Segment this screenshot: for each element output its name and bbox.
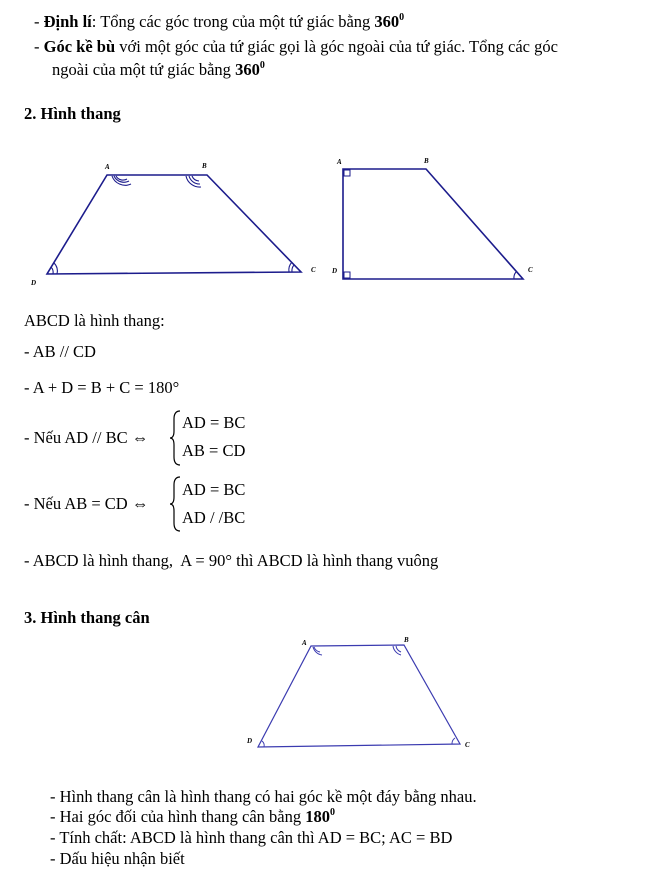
isosceles-definition: - Hình thang cân là hình thang có hai góc kề một đáy bằng nhau. [50, 787, 477, 806]
angle-sum-statement: - A + D = B + C = 180° [24, 378, 180, 397]
right-angle-condition: A = 90° [180, 551, 232, 570]
vertex-label-a: A [105, 163, 110, 171]
vertex-label-c: C [528, 266, 533, 274]
theorem-text: : Tổng các góc trong của một tứ giác bằng [91, 12, 375, 31]
theorem-label: Định lí [43, 12, 92, 31]
exterior-value: $360^0$ [235, 60, 265, 79]
opposite-angles-value: $180^0$ [305, 807, 335, 826]
section-2-heading: 2. Hình thang [24, 104, 121, 123]
property-statement: - Tính chất: ABCD là hình thang cân thì AD = BC; AC = BD [50, 828, 453, 847]
supplementary-text: với một góc của tứ giác gọi là góc ngoài của tứ giác. Tổng các góc [115, 37, 558, 56]
theorem-value: $360^0$ [374, 12, 405, 31]
vertex-label-d: D [332, 267, 338, 275]
case-1-eq-2: AB = CD [182, 441, 246, 460]
right-trapezoid-statement: - ABCD là hình thang, A = 90° thì ABCD là hình thang vuông [24, 551, 439, 570]
vertex-label-a: A [302, 639, 307, 647]
recognition-signs: - Dấu hiệu nhận biết [50, 849, 185, 868]
parallel-statement: - AB // CD [24, 342, 96, 361]
vertex-label-c: C [465, 741, 470, 749]
vertex-label-c: C [311, 266, 316, 274]
case-1-prefix: - Nếu AD // BC ⇔ [24, 428, 149, 447]
case-2-eq-1: AD = BC [182, 480, 246, 499]
vertex-label-b: B [202, 162, 207, 170]
vertex-label-d: D [247, 737, 253, 745]
vertex-label-a: A [337, 158, 342, 166]
case-2-prefix: - Nếu AB = CD ⇔ [24, 494, 149, 513]
isosceles-trapezoid-shape [258, 645, 460, 747]
vertex-label-d: D [31, 279, 37, 287]
bullet-dash: - [34, 12, 44, 31]
section-3-heading: 3. Hình thang cân [24, 608, 150, 627]
vertex-label-b: B [404, 636, 409, 644]
bullet-dash: - [34, 37, 44, 56]
exterior-text: ngoài của một tứ giác bằng [52, 60, 236, 79]
opposite-angles-statement: - Hai góc đối của hình thang cân bằng $180^0$ [50, 807, 335, 826]
vertex-label-b: B [424, 157, 429, 165]
trapezoid-definition: ABCD là hình thang: [24, 311, 165, 330]
supplementary-label: Góc kề bù [43, 37, 116, 56]
case-1-eq-1: AD = BC [182, 413, 246, 432]
case-2-eq-2: AD / /BC [182, 508, 246, 527]
